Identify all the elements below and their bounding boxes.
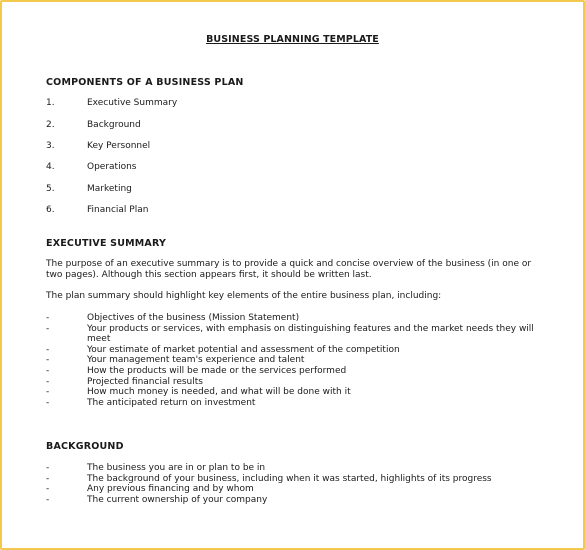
document-title: BUSINESS PLANNING TEMPLATE [206, 34, 379, 45]
bullet-dash: - [46, 397, 50, 408]
list-item-text: The anticipated return on investment [87, 397, 256, 408]
component-number: 6. [46, 205, 55, 215]
component-number: 5. [46, 184, 55, 194]
component-label: Executive Summary [87, 98, 178, 108]
component-number: 2. [46, 120, 55, 130]
list-item-text: Objectives of the business (Mission Statement) [87, 313, 300, 323]
bullet-dash: - [46, 484, 50, 495]
list-item [46, 463, 546, 474]
bullet-dash: - [46, 313, 50, 323]
list-item [46, 345, 546, 356]
bullet-dash: - [46, 355, 50, 366]
bullet-dash: - [46, 365, 50, 376]
component-number: 3. [46, 141, 55, 151]
list-item-text: How the products will be made or the services performed [87, 365, 347, 376]
list-item [46, 313, 546, 324]
list-item [46, 495, 546, 506]
component-label: Financial Plan [87, 205, 149, 215]
list-item-text: Projected financial results [87, 376, 203, 387]
list-item [46, 387, 546, 398]
component-label: Background [87, 120, 141, 130]
executive-summary-heading: EXECUTIVE SUMMARY [46, 238, 167, 249]
bullet-dash: - [46, 376, 50, 387]
list-item-text: The background of your business, including when it was started, highlights of its progress [87, 473, 492, 484]
component-label: Key Personnel [87, 141, 151, 151]
bullet-dash: - [46, 387, 50, 398]
list-item-text: Your estimate of market potential and assessment of the competition [87, 344, 400, 355]
executive-summary-list [46, 313, 546, 408]
bullet-dash: - [46, 463, 50, 473]
bullet-dash: - [46, 344, 50, 355]
component-label: Marketing [87, 184, 132, 194]
list-item [46, 398, 546, 409]
list-item [46, 474, 546, 485]
list-item-text: Any previous financing and by whom [87, 484, 254, 495]
component-number: 1. [46, 98, 55, 108]
list-item [46, 366, 546, 377]
list-item [46, 324, 546, 345]
list-item-text: How much money is needed, and what will be done with it [87, 387, 351, 398]
list-item-text: Your products or services, with emphasis on distinguishing features and the market needs they will meet [87, 323, 534, 345]
list-item [46, 355, 546, 366]
background-heading: BACKGROUND [46, 441, 124, 452]
bullet-dash: - [46, 494, 50, 505]
list-item [46, 377, 546, 388]
list-item-text: The business you are in or plan to be in [87, 463, 266, 473]
component-number: 4. [46, 162, 55, 172]
components-heading: COMPONENTS OF A BUSINESS PLAN [46, 77, 244, 88]
component-label: Operations [87, 162, 137, 172]
list-item-text: Your management team's experience and talent [87, 355, 305, 366]
executive-summary-paragraph: The purpose of an executive summary is to provide a quick and concise overview of the business (in one or two pages). Although this section appears first, it should be written last. [46, 259, 532, 280]
bullet-dash: - [46, 473, 50, 484]
plan-summary-intro: The plan summary should highlight key elements of the entire business plan, including: [46, 291, 442, 301]
bullet-dash: - [46, 323, 50, 334]
list-item [46, 484, 546, 495]
list-item-text: The current ownership of your company [87, 494, 268, 505]
background-list [46, 463, 546, 505]
